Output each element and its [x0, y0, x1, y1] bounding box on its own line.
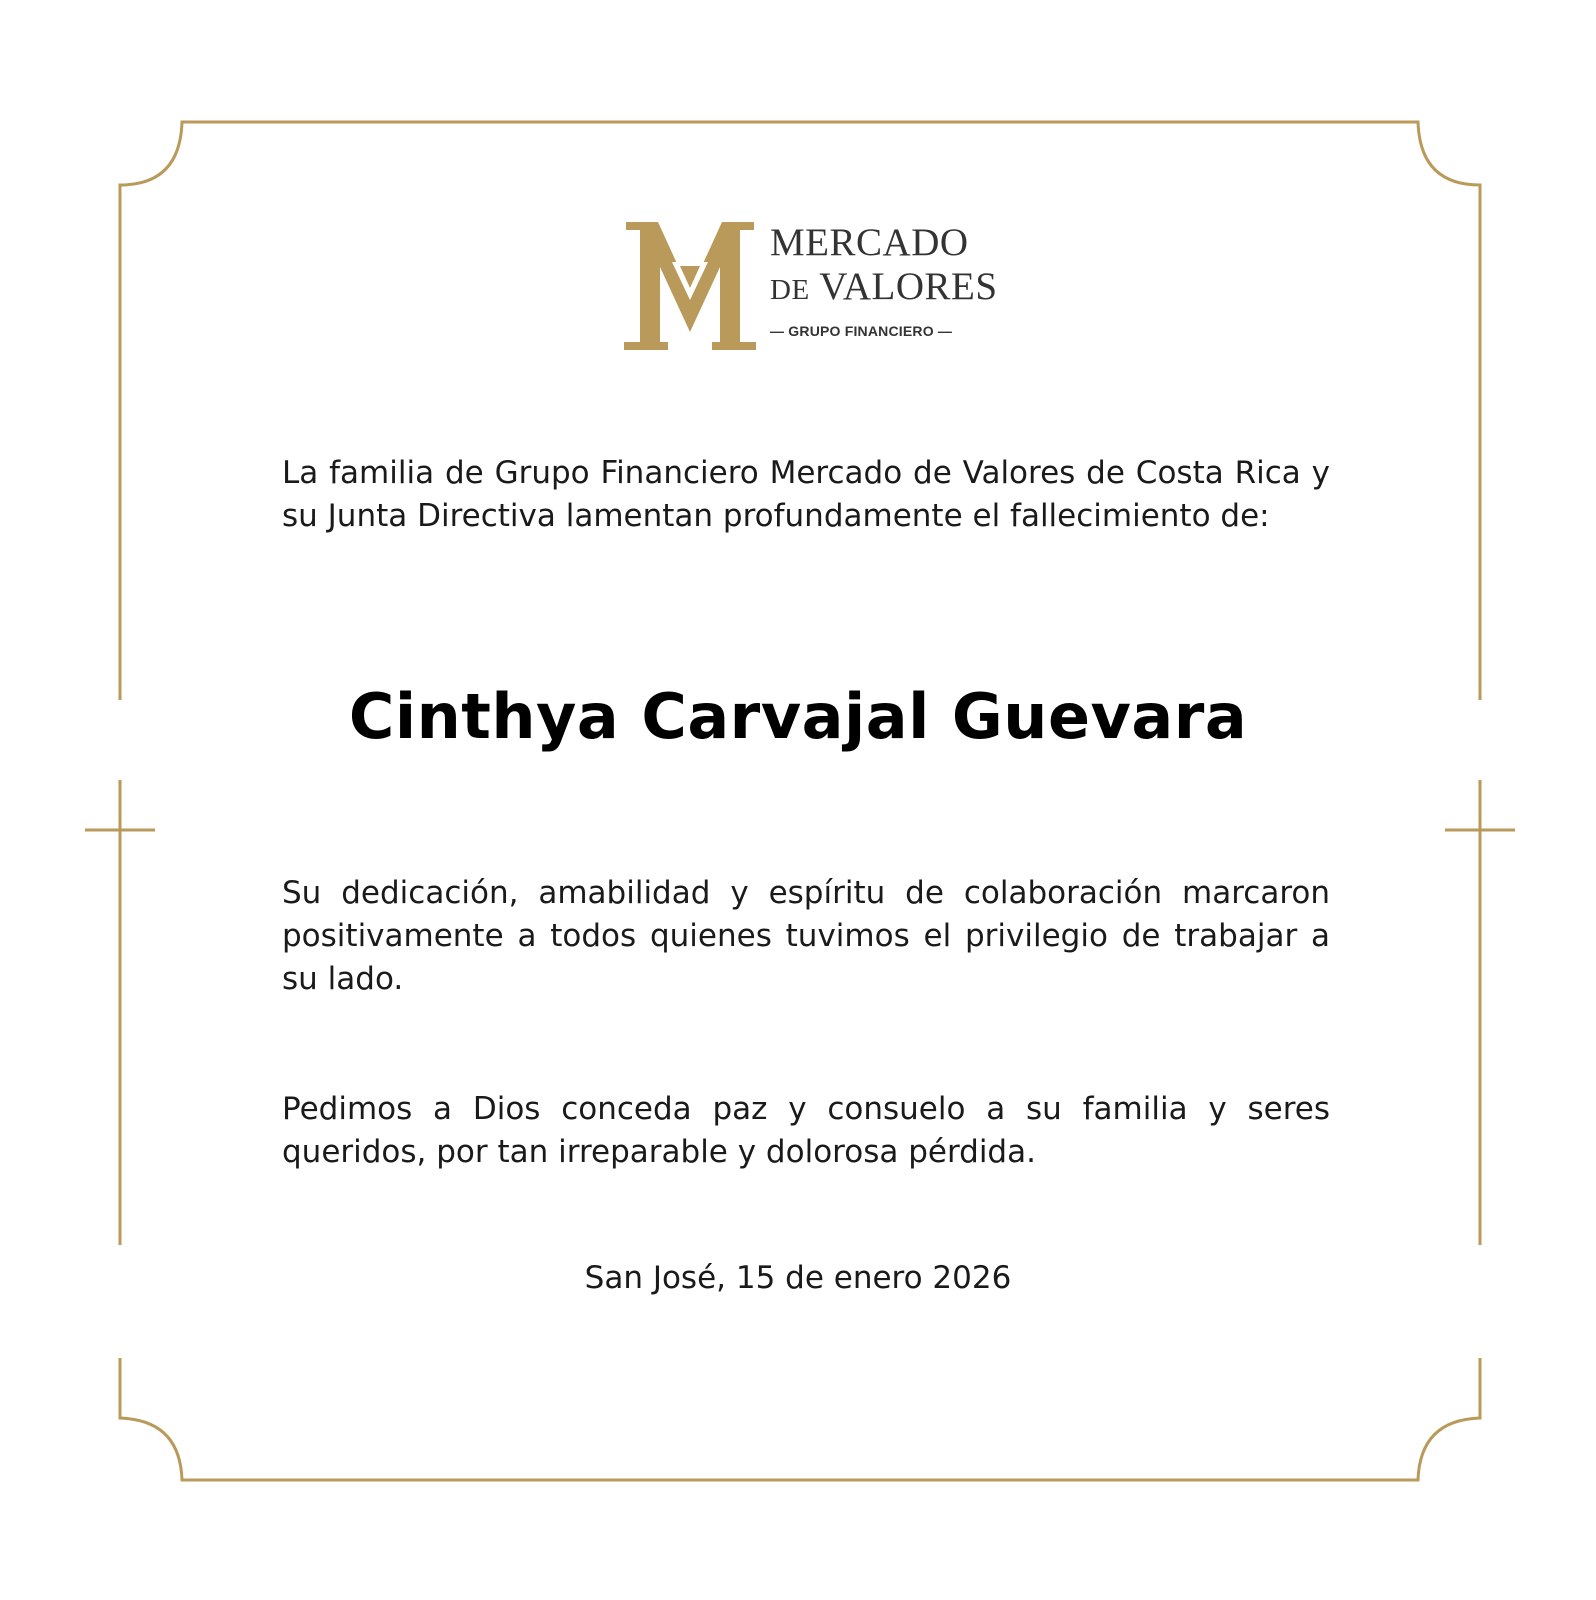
frame-bottom	[120, 1358, 1480, 1480]
mv-monogram-icon	[620, 222, 760, 352]
logo-wordmark-line2	[770, 264, 998, 309]
logo-wordmark-main: VALORES	[819, 265, 998, 308]
intro-paragraph: La familia de Grupo Financiero Mercado de Valores de Costa Rica y su Junta Directiva lamentan profundamente el fallecimiento de:	[282, 455, 1330, 534]
tribute-paragraph: Su dedicación, amabilidad y espíritu de colaboración marcaron positivamente a todos quienes tuvimos el privilegio de trabajar a su lado.	[282, 875, 1330, 997]
logo-tagline: — GRUPO FINANCIERO —	[770, 323, 953, 339]
place-date: San José, 15 de enero 2026	[584, 1260, 1012, 1296]
deceased-name: Cinthya Carvajal Guevara	[348, 680, 1248, 753]
logo-wordmark-line1: MERCADO	[770, 221, 969, 264]
logo-wordmark-prefix: DE	[770, 274, 810, 306]
frame-top	[120, 122, 1480, 700]
company-logo	[620, 210, 998, 350]
prayer-paragraph: Pedimos a Dios conceda paz y consuelo a su familia y seres queridos, por tan irreparable y dolorosa pérdida.	[282, 1091, 1330, 1170]
